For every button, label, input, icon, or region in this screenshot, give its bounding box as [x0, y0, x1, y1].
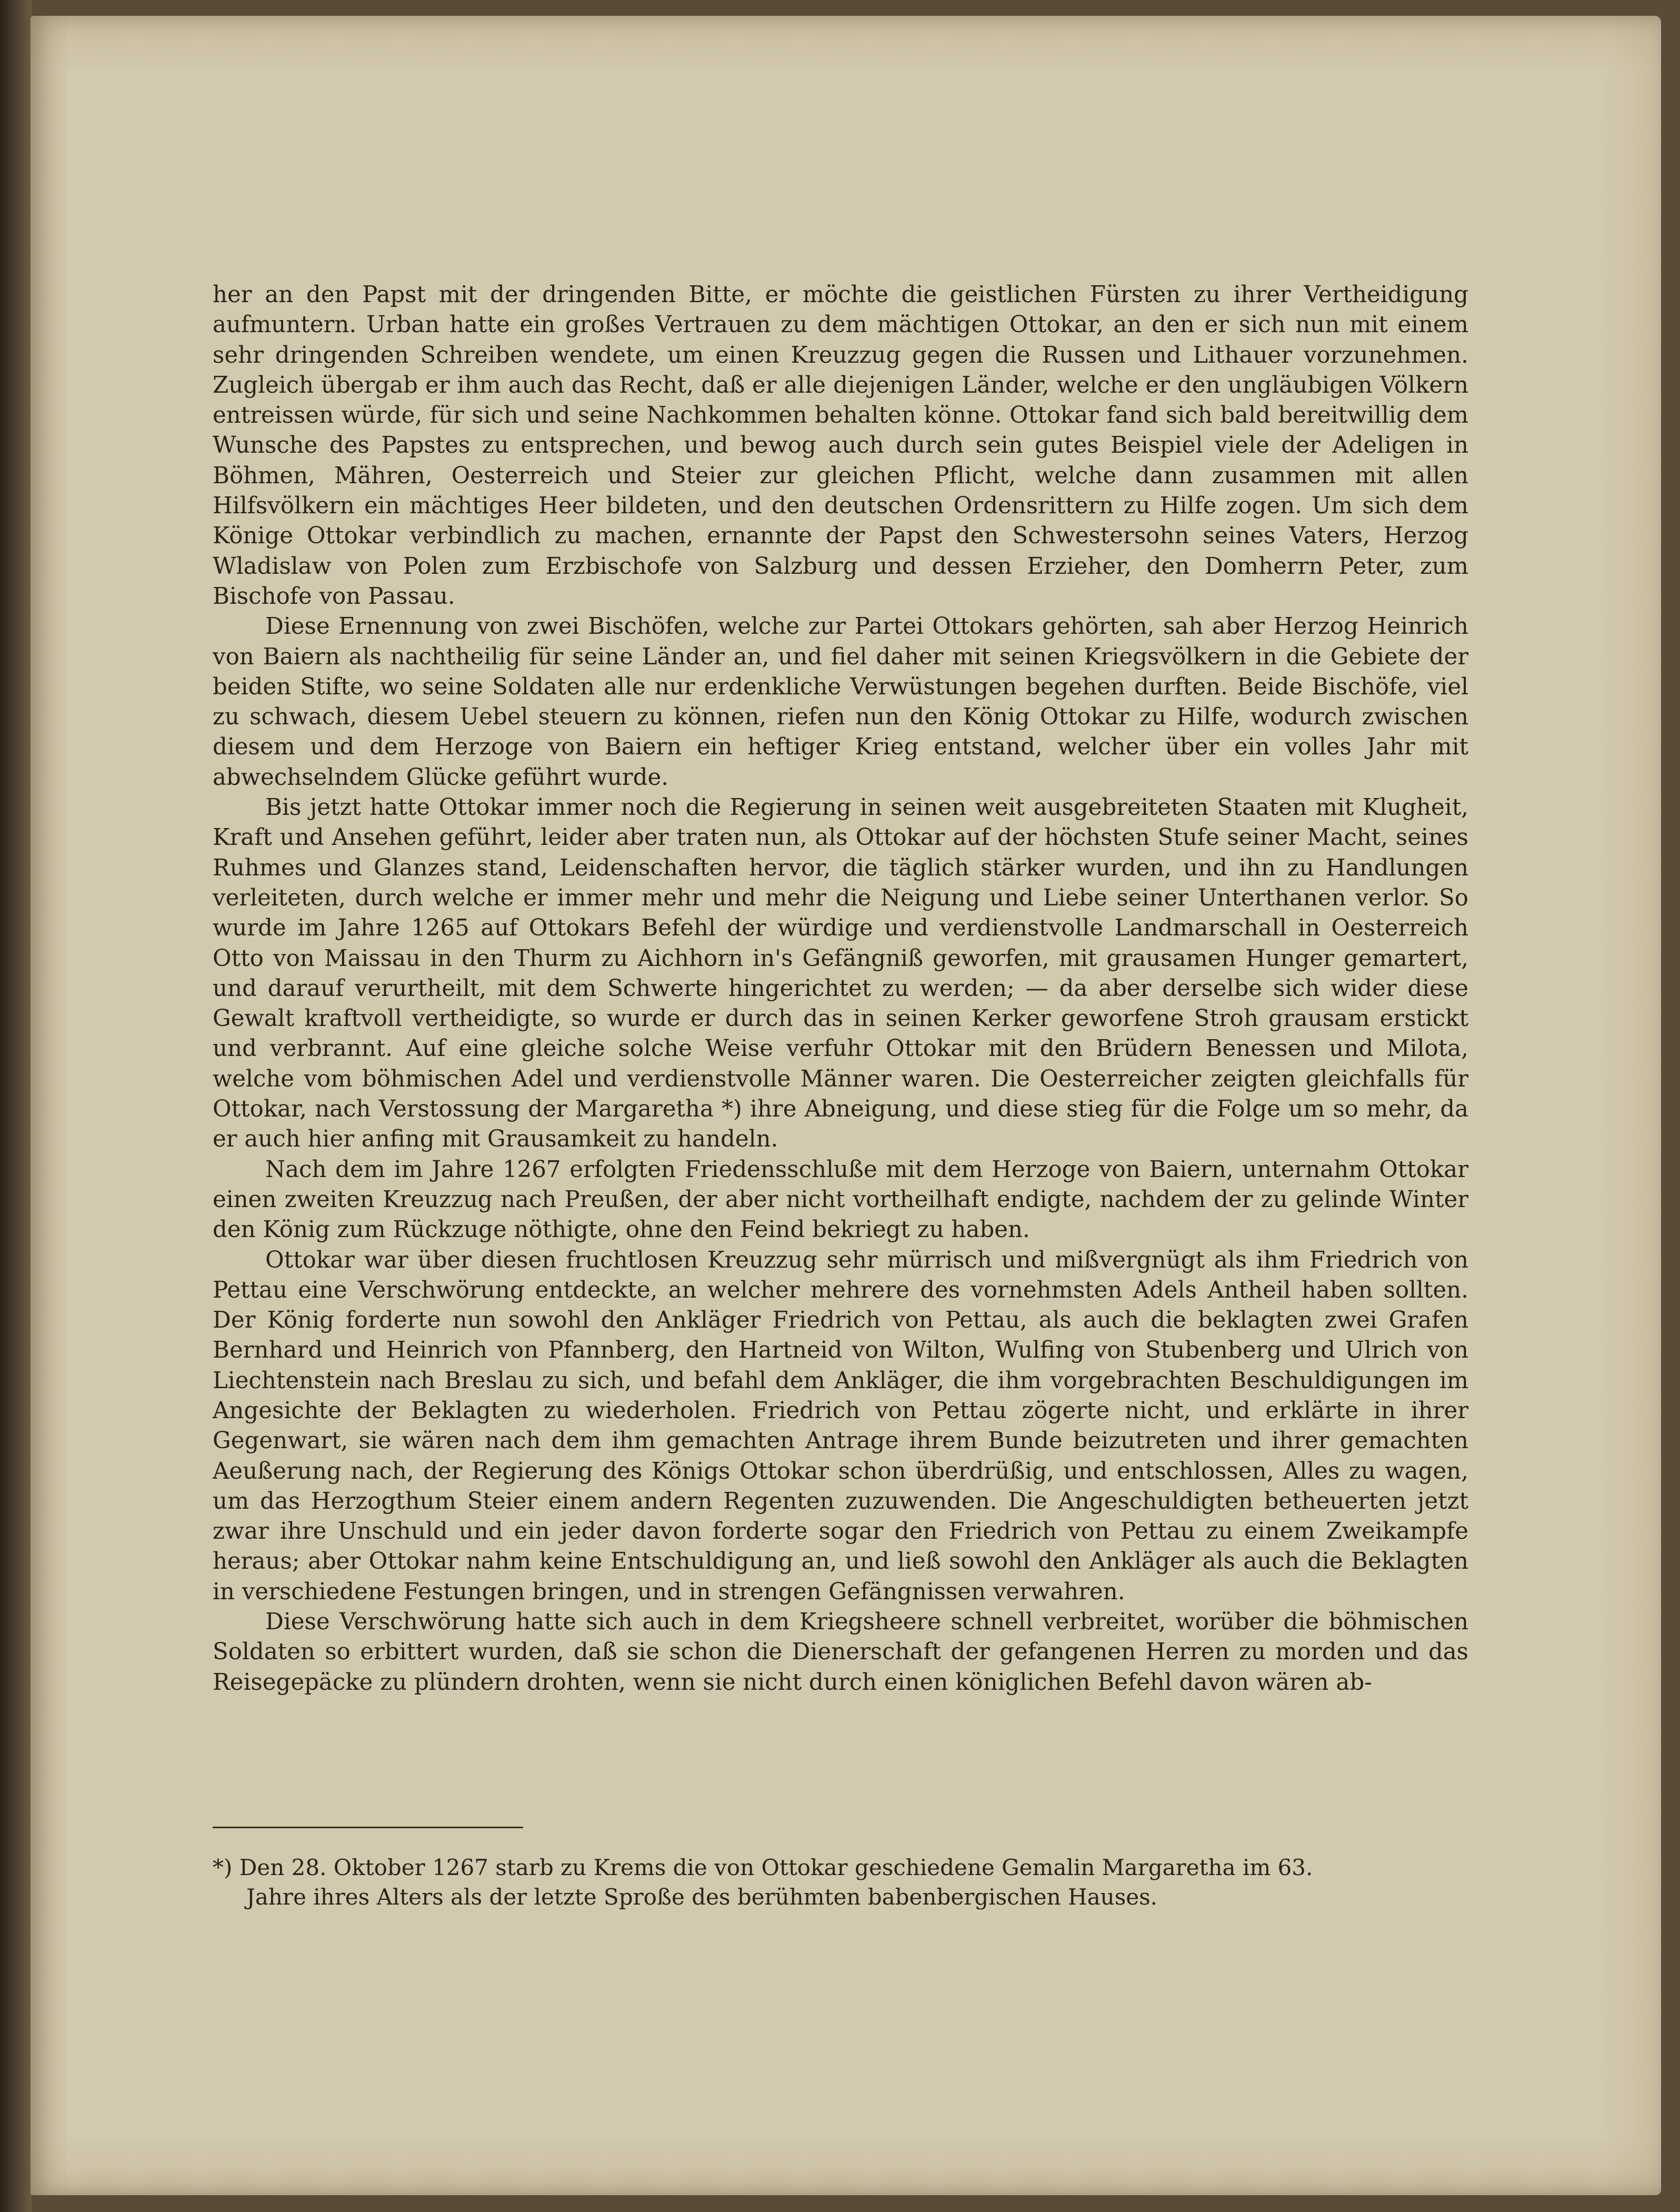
- footnote-line-2: Jahre ihres Alters als der letzte Sproße des berühmten babenbergischen Hauses.: [246, 1884, 1158, 1910]
- paragraph-5: Ottokar war über diesen fruchtlosen Kreuzzug sehr mürrisch und mißvergnügt als ihm Friedrich von Pettau eine Verschwörung entdeckte, an welcher mehrere des vornehmsten Adels Antheil haben sollten. Der König forderte nun sowohl den Ankläger Friedrich von Pettau, als auch die beklagten zwei Grafen Bernhard und Heinrich von Pfannberg, den Hartneid von Wilton, Wulfing von Stubenberg und Ulrich von Liechtenstein nach Breslau zu sich, und befahl dem Ankläger, die ihm vorgebrachten Beschuldigungen im Angesichte der Beklagten zu wiederholen. Friedrich von Pettau zögerte nicht, und erklärte in ihrer Gegenwart, sie wären nach dem ihm gemachten Antrage ihrem Bunde beizutreten und ihrer gemachten Aeußerung nach, der Regierung des Königs Ottokar schon überdrüßig, und entschlossen, Alles zu wagen, um das Herzogthum Steier einem andern Regenten zuzuwenden. Die Angeschuldigten betheuerten jetzt zwar ihre Unschuld und ein jeder davon forderte sogar den Friedrich von Pettau zu einem Zweikampfe heraus; aber Ottokar nahm keine Entschuldigung an, und ließ sowohl den Ankläger als auch die Beklagten in verschiedene Festungen bringen, und in strengen Gefängnissen verwahren.: [213, 1247, 1468, 1605]
- footnote-separator: [213, 1827, 523, 1828]
- book-binding: [0, 0, 32, 2212]
- footnote-line-1: *) Den 28. Oktober 1267 starb zu Krems die von Ottokar geschiedene Gemalin Margaretha im 63.: [213, 1855, 1313, 1880]
- main-text: [213, 280, 1468, 1698]
- paragraph-1: her an den Papst mit der dringenden Bitte, er möchte die geistlichen Fürsten zu ihrer Vertheidigung aufmuntern. Urban hatte ein großes Vertrauen zu dem mächtigen Ottokar, an den er sich nun mit einem sehr dringenden Schreiben wendete, um einen Kreuzzug gegen die Russen und Lithauer vorzunehmen. Zugleich übergab er ihm auch das Recht, daß er alle diejenigen Länder, welche er den ungläubigen Völkern entreissen würde, für sich und seine Nachkommen behalten könne. Ottokar fand sich bald bereitwillig dem Wunsche des Papstes zu entsprechen, und bewog auch durch sein gutes Beispiel viele der Adeligen in Böhmen, Mähren, Oesterreich und Steier zur gleichen Pflicht, welche dann zusammen mit allen Hilfsvölkern ein mächtiges Heer bildeten, und den deutschen Ordensrittern zu Hilfe zogen. Um sich dem Könige Ottokar verbindlich zu machen, ernannte der Papst den Schwestersohn seines Vaters, Herzog Wladislaw von Polen zum Erzbischofe von Salzburg und dessen Erzieher, den Domherrn Peter, zum Bischofe von Passau.: [213, 282, 1468, 610]
- paragraph-4: Nach dem im Jahre 1267 erfolgten Friedensschluße mit dem Herzoge von Baiern, unternahm Ottokar einen zweiten Kreuzzug nach Preußen, der aber nicht vortheilhaft endigte, nachdem der zu gelinde Winter den König zum Rückzuge nöthigte, ohne den Feind bekriegt zu haben.: [213, 1156, 1468, 1243]
- footnote: [213, 1853, 1468, 1912]
- paragraph-2: Diese Ernennung von zwei Bischöfen, welche zur Partei Ottokars gehörten, sah aber Herzog Heinrich von Baiern als nachtheilig für seine Länder an, und fiel daher mit seinen Kriegsvölkern in die Gebiete der beiden Stifte, wo seine Soldaten alle nur erdenkliche Verwüstungen begehen durften. Beide Bischöfe, viel zu schwach, diesem Uebel steuern zu können, riefen nun den König Ottokar zu Hilfe, wodurch zwischen diesem und dem Herzoge von Baiern ein heftiger Krieg entstand, welcher über ein volles Jahr mit abwechselndem Glücke geführt wurde.: [213, 613, 1468, 791]
- paragraph-6: Diese Verschwörung hatte sich auch in dem Kriegsheere schnell verbreitet, worüber die böhmischen Soldaten so erbittert wurden, daß sie schon die Dienerschaft der gefangenen Herren zu morden und das Reisegepäcke zu plündern drohten, wenn sie nicht durch einen königlichen Befehl davon wären ab-: [213, 1609, 1468, 1696]
- paragraph-3: Bis jetzt hatte Ottokar immer noch die Regierung in seinen weit ausgebreiteten Staaten mit Klugheit, Kraft und Ansehen geführt, leider aber traten nun, als Ottokar auf der höchsten Stufe seiner Macht, seines Ruhmes und Glanzes stand, Leidenschaften hervor, die täglich stärker wurden, und ihn zu Handlungen verleiteten, durch welche er immer mehr und mehr die Neigung und Liebe seiner Unterthanen verlor. So wurde im Jahre 1265 auf Ottokars Befehl der würdige und verdienstvolle Landmarschall in Oesterreich Otto von Maissau in den Thurm zu Aichhorn in's Gefängniß geworfen, mit grausamen Hunger gemartert, und darauf verurtheilt, mit dem Schwerte hingerichtet zu werden; — da aber derselbe sich wider diese Gewalt kraftvoll vertheidigte, so wurde er durch das in seinen Kerker geworfene Stroh grausam erstickt und verbrannt. Auf eine gleiche solche Weise verfuhr Ottokar mit den Brüdern Benessen und Milota, welche vom böhmischen Adel und verdienstvolle Männer waren. Die Oesterreicher zeigten gleichfalls für Ottokar, nach Verstossung der Margaretha *) ihre Abneigung, und diese stieg für die Folge um so mehr, da er auch hier anfing mit Grausamkeit zu handeln.: [213, 794, 1468, 1153]
